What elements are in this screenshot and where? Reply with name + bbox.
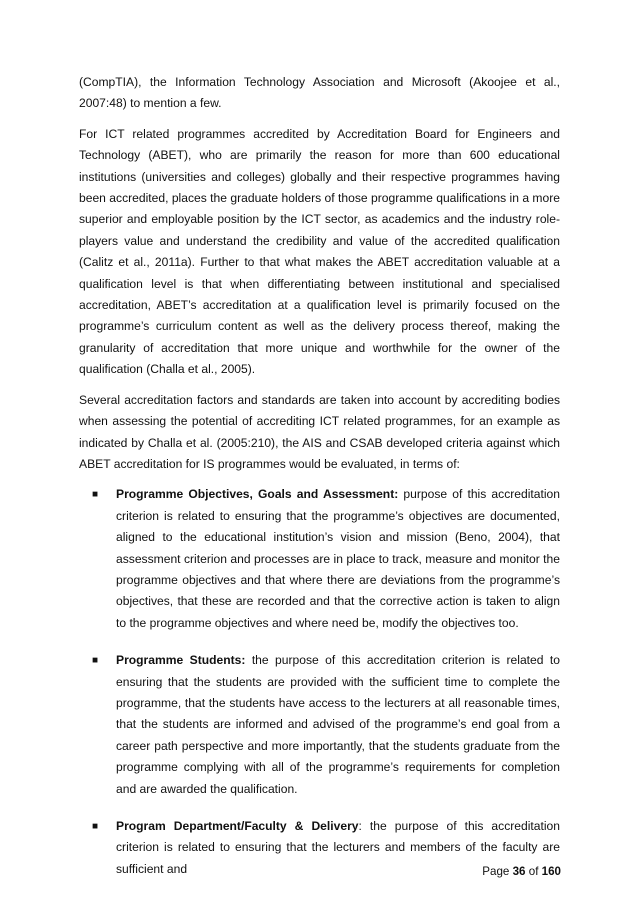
- bullet-text: purpose of this accreditation criterion is related to ensuring that the programme’s objectives are documented, aligned to the educational institution’s vision and mission (Beno, 2004), that assessment criterion and processes are in place to track, measure and monitor the programme objectives and that where there are deviations from the programme’s objectives, that these are recorded and that the corrective action is taken to align to the programme objectives and where need be, modify the objectives too.: [116, 487, 560, 630]
- page-word: Page: [482, 865, 510, 878]
- bullet-title: Program Department/Faculty & Delivery: [116, 819, 359, 833]
- square-bullet-icon: ■: [92, 489, 99, 501]
- bullet-title: Programme Objectives, Goals and Assessment:: [116, 487, 399, 502]
- square-bullet-icon: ■: [92, 821, 99, 832]
- square-bullet-icon: ■: [92, 655, 99, 667]
- paragraph-continuation: (CompTIA), the Information Technology Association and Microsoft (Akoojee et al., 2007:48) to mention a few.: [79, 75, 560, 111]
- paragraph-abet-accreditation: For ICT related programmes accredited by Accreditation Board for Engineers and Technology (ABET), who are primarily the reason for more than 600 educational institutions (universities and colleges) globally and their respective programmes having been accredited, places the graduate holders of those programme qualifications in a more superior and employable position by the ICT sector, as academics and the industry role-players value and understand the credibility and value of the accredited qualification (Calitz et al., 2011a). Further to that what makes the ABET accreditation valuable at a qualification level is that when differentiating between institutional and specialised accreditation, ABET’s accreditation at a qualification level is primarily focused on the programme’s curriculum content as well as the delivery process thereof, making the granularity of accreditation that more unique and worthwhile for the owner of the qualification (Challa et al., 2005).: [79, 126, 560, 377]
- current-page-number: 36: [512, 865, 526, 878]
- bullet-item-programme-objectives: [79, 484, 560, 634]
- criteria-bullet-list: [79, 484, 560, 880]
- bullet-text: : the purpose of this accreditation criterion is related to ensuring that the lecturers and members of the faculty are sufficient and: [116, 819, 560, 876]
- total-pages-number: 160: [541, 865, 561, 878]
- bullet-title: Programme Students:: [116, 653, 246, 668]
- document-body: [79, 72, 560, 896]
- paragraph-accreditation-factors: Several accreditation factors and standards are taken into account by accrediting bodies when assessing the potential of accrediting ICT related programmes, for an example as indicated by Challa et al. (2005:210), the AIS and CSAB developed criteria against which ABET accreditation for IS programmes would be evaluated, in terms of:: [79, 392, 560, 471]
- bullet-item-programme-students: [79, 650, 560, 800]
- of-word: of: [528, 865, 539, 878]
- page-number-footer: [479, 865, 561, 878]
- bullet-text: the purpose of this accreditation criterion is related to ensuring that the students are provided with the sufficient time to complete the programme, that the students have access to the lecturers at all reasonable times, that the students are informed and advised of the programme’s end goal from a career path perspective and more importantly, that the students graduate from the programme complying with all of the programme’s requirements for completion and are awarded the qualification.: [116, 653, 560, 796]
